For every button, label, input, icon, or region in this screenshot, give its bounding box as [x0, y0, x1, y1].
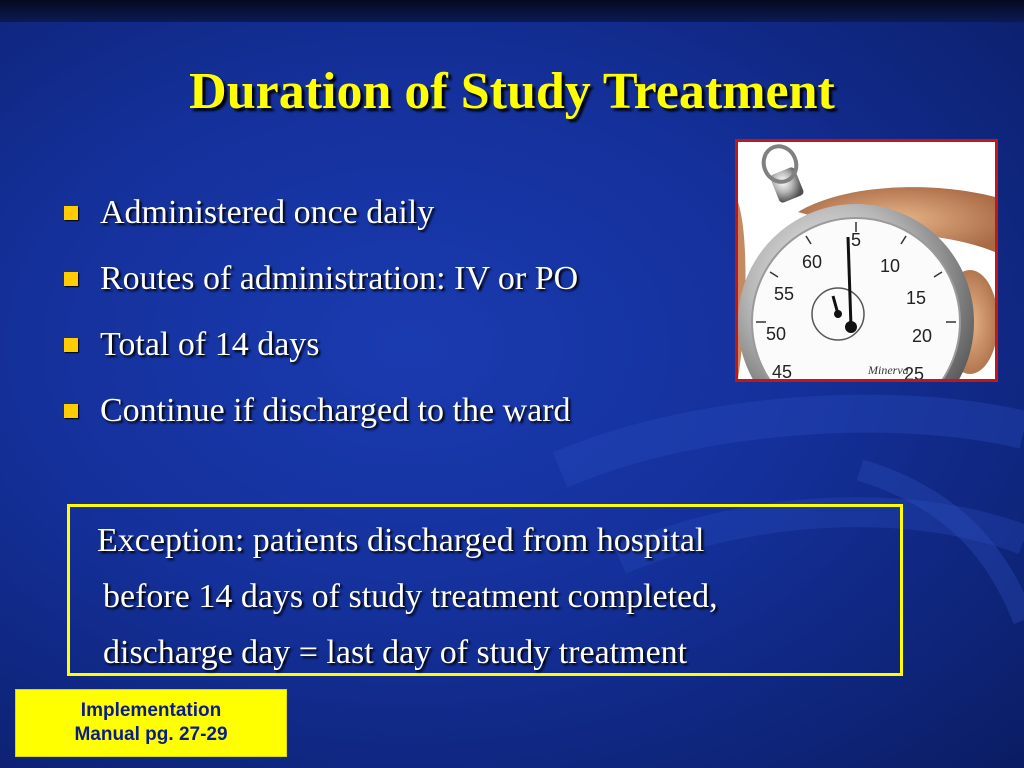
- bullet-list: [62, 190, 578, 454]
- bullet-text: Administered once daily: [100, 194, 435, 231]
- dial-label: 45: [771, 362, 793, 379]
- stopwatch-icon: [738, 142, 995, 379]
- dial-label: 55: [773, 284, 795, 304]
- exception-box: [67, 504, 903, 676]
- square-bullet-icon: [64, 404, 78, 418]
- dial-label: 10: [879, 256, 901, 276]
- exception-line-2: before 14 days of study treatment completed,: [103, 578, 718, 615]
- bullet-text: Continue if discharged to the ward: [100, 392, 571, 429]
- square-bullet-icon: [64, 206, 78, 220]
- reference-badge: [15, 689, 287, 757]
- exception-line-1: Exception: patients discharged from hospital: [97, 522, 705, 559]
- exception-line-3: discharge day = last day of study treatment: [103, 634, 688, 671]
- bullet-item: [62, 388, 578, 454]
- dial-label: 15: [905, 288, 927, 308]
- reference-line-2: Manual pg. 27-29: [74, 724, 228, 745]
- brand-label: Minerva: [868, 363, 909, 377]
- bullet-text: Routes of administration: IV or PO: [100, 260, 579, 297]
- square-bullet-icon: [64, 272, 78, 286]
- dial-label: 25: [903, 364, 925, 379]
- reference-line-1: Implementation: [80, 700, 222, 721]
- dial-label: 20: [911, 326, 933, 346]
- square-bullet-icon: [64, 338, 78, 352]
- dial-label: 60: [801, 252, 823, 272]
- bullet-text: Total of 14 days: [100, 326, 320, 363]
- bullet-item: [62, 256, 578, 322]
- slide-title: Duration of Study Treatment: [189, 63, 835, 120]
- dial-label: 5: [850, 230, 862, 250]
- dial-label: 50: [765, 324, 787, 344]
- bullet-item: [62, 322, 578, 388]
- stopwatch-photo: [735, 139, 998, 382]
- bullet-item: [62, 190, 578, 256]
